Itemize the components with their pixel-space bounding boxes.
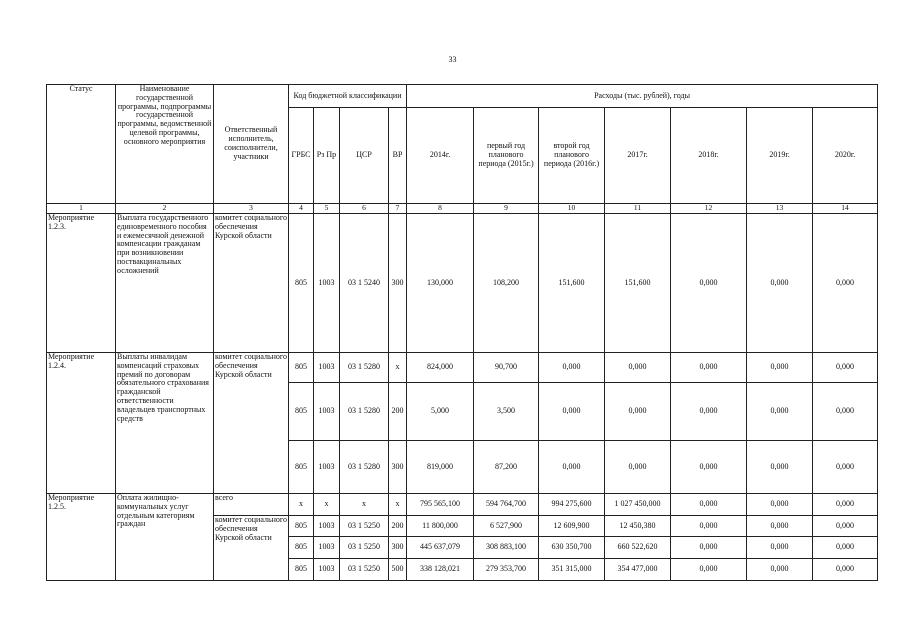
cell-rzpr: 1003 [314, 353, 340, 383]
cell-value: 0,000 [813, 494, 878, 516]
cell-value: 151,600 [539, 214, 605, 353]
cell-vr: х [389, 353, 407, 383]
header-year-2017: 2017г. [605, 108, 671, 204]
cell-vr: 300 [389, 441, 407, 494]
cell-value: 660 522,620 [605, 537, 671, 559]
column-number: 4 [289, 204, 314, 214]
cell-rzpr: 1003 [314, 559, 340, 581]
cell-value: 824,000 [407, 353, 474, 383]
cell-value: 0,000 [747, 353, 813, 383]
header-name: Наименование государственной программы, подпрограммы государственной программы, ведомственной целевой программы, основного мероприятия [116, 85, 214, 204]
cell-value: 90,700 [474, 353, 539, 383]
cell-vr: 200 [389, 516, 407, 537]
cell-value: 151,600 [605, 214, 671, 353]
header-responsible: Ответственный исполнитель, соисполнители, участники [214, 85, 289, 204]
cell-value: 0,000 [813, 516, 878, 537]
column-number: 9 [474, 204, 539, 214]
header-status: Статус [47, 85, 116, 204]
cell-value: 0,000 [813, 383, 878, 441]
cell-value: 11 800,000 [407, 516, 474, 537]
row-status: Мероприятие 1.2.4. [47, 353, 116, 494]
row-responsible: комитет социального обеспечения Курской области [214, 516, 289, 581]
cell-vr: 300 [389, 214, 407, 353]
cell-value: 354 477,000 [605, 559, 671, 581]
cell-grbs: 805 [289, 214, 314, 353]
cell-grbs: 805 [289, 383, 314, 441]
row-status: Мероприятие 1.2.3. [47, 214, 116, 353]
cell-value: 0,000 [671, 214, 747, 353]
cell-value: 351 315,000 [539, 559, 605, 581]
header-budget-code: Код бюджетной классификации [289, 85, 407, 108]
cell-csr: 03 1 5240 [340, 214, 389, 353]
cell-value: 5,000 [407, 383, 474, 441]
column-number: 10 [539, 204, 605, 214]
cell-value: 0,000 [671, 383, 747, 441]
row-name: Выплаты инвалидам компенсаций страховых премий по договорам обязательного страхования гражданской ответственности владельцев транспортных средств [116, 353, 214, 494]
header-year-2019: 2019г. [747, 108, 813, 204]
cell-csr: 03 1 5250 [340, 559, 389, 581]
row-name: Выплата государственного единовременного пособия и ежемесячной денежной компенсации гражданам при возникновении поствакцинальных осложнений [116, 214, 214, 353]
cell-rzpr: х [314, 494, 340, 516]
cell-value: 0,000 [747, 537, 813, 559]
cell-value: 0,000 [813, 353, 878, 383]
cell-value: 445 637,079 [407, 537, 474, 559]
cell-grbs: 805 [289, 441, 314, 494]
cell-value: 0,000 [813, 214, 878, 353]
cell-vr: 500 [389, 559, 407, 581]
cell-value: 0,000 [671, 537, 747, 559]
cell-grbs: 805 [289, 537, 314, 559]
column-number: 1 [47, 204, 116, 214]
header-year-2014: 2014г. [407, 108, 474, 204]
cell-value: 108,200 [474, 214, 539, 353]
cell-value: 0,000 [539, 353, 605, 383]
cell-value: 0,000 [605, 383, 671, 441]
cell-csr: 03 1 5280 [340, 383, 389, 441]
header-grbs: ГРБС [289, 108, 314, 204]
cell-value: 130,000 [407, 214, 474, 353]
cell-value: 819,000 [407, 441, 474, 494]
header-csr: ЦСР [340, 108, 389, 204]
cell-csr: 03 1 5250 [340, 516, 389, 537]
header-vr: ВР [389, 108, 407, 204]
header-expenses: Расходы (тыс. рублей), годы [407, 85, 878, 108]
cell-value: 279 353,700 [474, 559, 539, 581]
cell-rzpr: 1003 [314, 441, 340, 494]
header-year-2020: 2020г. [813, 108, 878, 204]
budget-table [46, 84, 878, 581]
cell-value: 0,000 [747, 383, 813, 441]
row-responsible: комитет социального обеспечения Курской области [214, 353, 289, 494]
cell-vr: х [389, 494, 407, 516]
cell-csr: х [340, 494, 389, 516]
cell-value: 795 565,100 [407, 494, 474, 516]
cell-value: 6 527,900 [474, 516, 539, 537]
cell-value: 0,000 [605, 353, 671, 383]
cell-value: 0,000 [747, 214, 813, 353]
cell-value: 1 027 450,000 [605, 494, 671, 516]
column-number: 12 [671, 204, 747, 214]
cell-value: 0,000 [605, 441, 671, 494]
cell-grbs: 805 [289, 353, 314, 383]
header-year-2016: второй год планового периода (2016г.) [539, 108, 605, 204]
cell-value: 0,000 [539, 383, 605, 441]
cell-value: 12 450,380 [605, 516, 671, 537]
cell-value: 308 883,100 [474, 537, 539, 559]
cell-rzpr: 1003 [314, 537, 340, 559]
column-number: 3 [214, 204, 289, 214]
header-rzpr: Рз Пр [314, 108, 340, 204]
cell-csr: 03 1 5250 [340, 537, 389, 559]
cell-value: 3,500 [474, 383, 539, 441]
cell-grbs: 805 [289, 559, 314, 581]
cell-grbs: 805 [289, 516, 314, 537]
row-status: Мероприятие 1.2.5. [47, 494, 116, 581]
cell-vr: 300 [389, 537, 407, 559]
column-number: 14 [813, 204, 878, 214]
column-number: 7 [389, 204, 407, 214]
column-number: 8 [407, 204, 474, 214]
cell-value: 994 275,600 [539, 494, 605, 516]
column-number: 5 [314, 204, 340, 214]
cell-value: 0,000 [671, 516, 747, 537]
cell-value: 0,000 [747, 494, 813, 516]
column-number: 2 [116, 204, 214, 214]
cell-rzpr: 1003 [314, 383, 340, 441]
cell-value: 12 609,900 [539, 516, 605, 537]
cell-csr: 03 1 5280 [340, 353, 389, 383]
row-responsible-total: всего [214, 494, 289, 516]
cell-value: 0,000 [813, 537, 878, 559]
cell-grbs: х [289, 494, 314, 516]
cell-value: 630 350,700 [539, 537, 605, 559]
row-responsible: комитет социального обеспечения Курской области [214, 214, 289, 353]
cell-value: 0,000 [747, 441, 813, 494]
cell-csr: 03 1 5280 [340, 441, 389, 494]
cell-value: 0,000 [747, 559, 813, 581]
cell-rzpr: 1003 [314, 214, 340, 353]
cell-value: 0,000 [813, 441, 878, 494]
row-name: Оплата жилищно-коммунальных услуг отдельным категориям граждан [116, 494, 214, 581]
header-year-2015: первый год планового периода (2015г.) [474, 108, 539, 204]
cell-value: 0,000 [671, 353, 747, 383]
cell-value: 0,000 [671, 441, 747, 494]
cell-value: 0,000 [671, 559, 747, 581]
cell-vr: 200 [389, 383, 407, 441]
cell-rzpr: 1003 [314, 516, 340, 537]
column-number: 11 [605, 204, 671, 214]
cell-value: 594 764,700 [474, 494, 539, 516]
column-number: 6 [340, 204, 389, 214]
cell-value: 0,000 [539, 441, 605, 494]
cell-value: 0,000 [671, 494, 747, 516]
page-number: 33 [448, 55, 457, 64]
header-year-2018: 2018г. [671, 108, 747, 204]
cell-value: 87,200 [474, 441, 539, 494]
cell-value: 0,000 [813, 559, 878, 581]
cell-value: 0,000 [747, 516, 813, 537]
cell-value: 338 128,021 [407, 559, 474, 581]
column-number: 13 [747, 204, 813, 214]
